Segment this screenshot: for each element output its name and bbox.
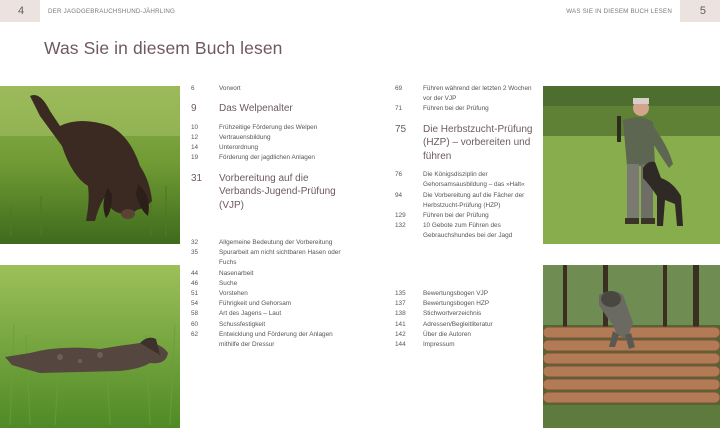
toc-page-number: 14	[191, 144, 199, 152]
right-running-head: WAS SIE IN DIESEM BUCH LESEN	[566, 7, 672, 15]
toc-entry-title: Suche	[219, 279, 238, 287]
toc-chapter	[191, 102, 351, 116]
toc-page-number: 69	[395, 85, 403, 92]
toc-column-1-bottom	[191, 238, 351, 350]
toc-entry	[395, 299, 535, 309]
toc-entry	[395, 221, 535, 241]
toc-entry	[191, 238, 351, 248]
toc-entry	[191, 84, 351, 94]
left-running-head: DER JAGDGEBRAUCHSHUND-JÄHRLING	[48, 7, 176, 15]
toc-entry-title: Vorwort	[219, 85, 241, 92]
toc-entry-title: Allgemeine Bedeutung der Vorbereitung	[219, 239, 333, 246]
left-page-header	[0, 0, 352, 22]
toc-entry-title: Förderung der jagdlichen Anlagen	[219, 154, 315, 162]
toc-entry-title: Die Vorbereitung auf die Fächer der Herbstzucht-Prüfung (HZP)	[423, 191, 525, 209]
toc-entry	[395, 211, 535, 221]
toc-entry-title: Frühzeitige Förderung des Welpen	[219, 123, 318, 131]
toc-page-number: 19	[191, 154, 199, 162]
toc-entry-title: Bewertungsbogen VJP	[423, 290, 489, 297]
toc-entry-title: Führen bei der Prüfung	[423, 211, 489, 219]
toc-entry	[395, 289, 535, 299]
toc-entry	[191, 299, 351, 309]
toc-entry	[191, 248, 351, 268]
toc-entry-title: Art des Jagens – Laut	[219, 310, 282, 318]
toc-entry	[395, 104, 535, 114]
toc-entry-title: Schussfestigkeit	[219, 320, 266, 328]
toc-entry	[191, 133, 351, 143]
toc-page-number: 142	[395, 330, 406, 338]
toc-entry	[191, 279, 351, 289]
page-title: Was Sie in diesem Buch lesen	[44, 38, 283, 58]
toc-page-number: 94	[395, 191, 403, 199]
toc-entry-title: Führigkeit und Gehorsam	[219, 300, 292, 308]
toc-entry-title: Über die Autoren	[423, 330, 471, 338]
toc-page-number: 71	[395, 105, 403, 113]
toc-entry-title: Führen während der letzten 2 Wochen vor der VJP	[423, 85, 532, 103]
toc-entry-title: Führen bei der Prüfung	[423, 105, 489, 113]
toc-entry	[395, 320, 535, 330]
toc-page-number: 6	[191, 85, 195, 92]
toc-page-number: 46	[191, 279, 199, 287]
toc-entry-title: Vertrauensbildung	[219, 133, 271, 141]
toc-page-number: 10	[191, 123, 199, 131]
toc-page-number: 135	[395, 290, 406, 297]
right-page-number: 5	[680, 0, 720, 22]
toc-page-number: 31	[191, 172, 203, 184]
toc-entry	[191, 330, 351, 350]
toc-entry	[395, 340, 535, 350]
toc-entry	[191, 320, 351, 330]
toc-page-number: 144	[395, 341, 406, 349]
toc-column-1-top	[191, 84, 351, 219]
dog-in-grass-photo	[0, 265, 180, 428]
toc-entry	[191, 289, 351, 299]
toc-entry	[395, 84, 535, 104]
toc-chapter-title: Das Welpenalter	[219, 103, 293, 115]
toc-chapter	[395, 123, 535, 164]
toc-entry-title: Die Königsdisziplin der Gehorsamsausbildung – das »Halt«	[423, 171, 525, 189]
toc-entry	[191, 143, 351, 153]
toc-entry-title: Spurarbeit am nicht sichtbaren Hasen oder Fuchs	[219, 249, 341, 267]
toc-chapter-title: Vorbereitung auf die Verbands-Jugend-Prüfung (VJP)	[219, 172, 336, 211]
toc-page-number: 32	[191, 239, 199, 246]
left-page-number: 4	[0, 0, 40, 22]
toc-entry-title: Bewertungsbogen HZP	[423, 300, 490, 308]
toc-entry	[395, 330, 535, 340]
toc-page-number: 132	[395, 222, 406, 230]
toc-entry	[191, 269, 351, 279]
toc-page-number: 75	[395, 123, 407, 135]
toc-page-number: 62	[191, 330, 199, 338]
toc-page-number: 51	[191, 290, 199, 298]
toc-page-number: 54	[191, 300, 199, 308]
toc-page-number: 58	[191, 310, 199, 318]
dog-jumping-fence-photo	[543, 265, 720, 428]
right-page-header	[360, 0, 720, 22]
toc-entry	[395, 170, 535, 190]
toc-entry	[395, 309, 535, 319]
toc-entry-title: Adressen/Begleitliteratur	[423, 320, 493, 328]
toc-page-number: 60	[191, 320, 199, 328]
toc-entry	[191, 123, 351, 133]
toc-chapter	[191, 172, 351, 213]
toc-entry	[191, 309, 351, 319]
toc-entry-title: Vorstehen	[219, 290, 248, 298]
toc-entry-title: 10 Gebote zum Führen des Gebrauchshundes bei der Jagd	[423, 222, 513, 240]
toc-entry-title: Entwicklung und Förderung der Anlagen mithilfe der Dressur	[219, 330, 333, 349]
toc-page-number: 141	[395, 320, 406, 328]
toc-chapter-title: Die Herbstzucht-Prüfung (HZP) – vorbereiten und führen	[423, 123, 533, 162]
toc-entry-title: Impressum	[423, 341, 455, 349]
toc-page-number: 35	[191, 249, 199, 257]
toc-entry	[395, 191, 535, 211]
toc-column-2-top	[395, 84, 535, 242]
toc-column-2-bottom	[395, 289, 535, 350]
toc-entry-title: Unterordnung	[219, 144, 259, 152]
hunter-with-dog-photo	[543, 86, 720, 244]
toc-entry-title: Stichwortverzeichnis	[423, 310, 482, 318]
toc-page-number: 137	[395, 300, 406, 308]
toc-entry	[191, 153, 351, 163]
toc-page-number: 44	[191, 269, 199, 277]
toc-page-number: 76	[395, 171, 403, 179]
toc-entry-title: Nasenarbeit	[219, 269, 254, 277]
toc-page-number: 9	[191, 103, 197, 115]
toc-page-number: 12	[191, 133, 199, 141]
toc-page-number: 129	[395, 211, 406, 219]
puppy-photo	[0, 86, 180, 244]
toc-page-number: 138	[395, 310, 406, 318]
